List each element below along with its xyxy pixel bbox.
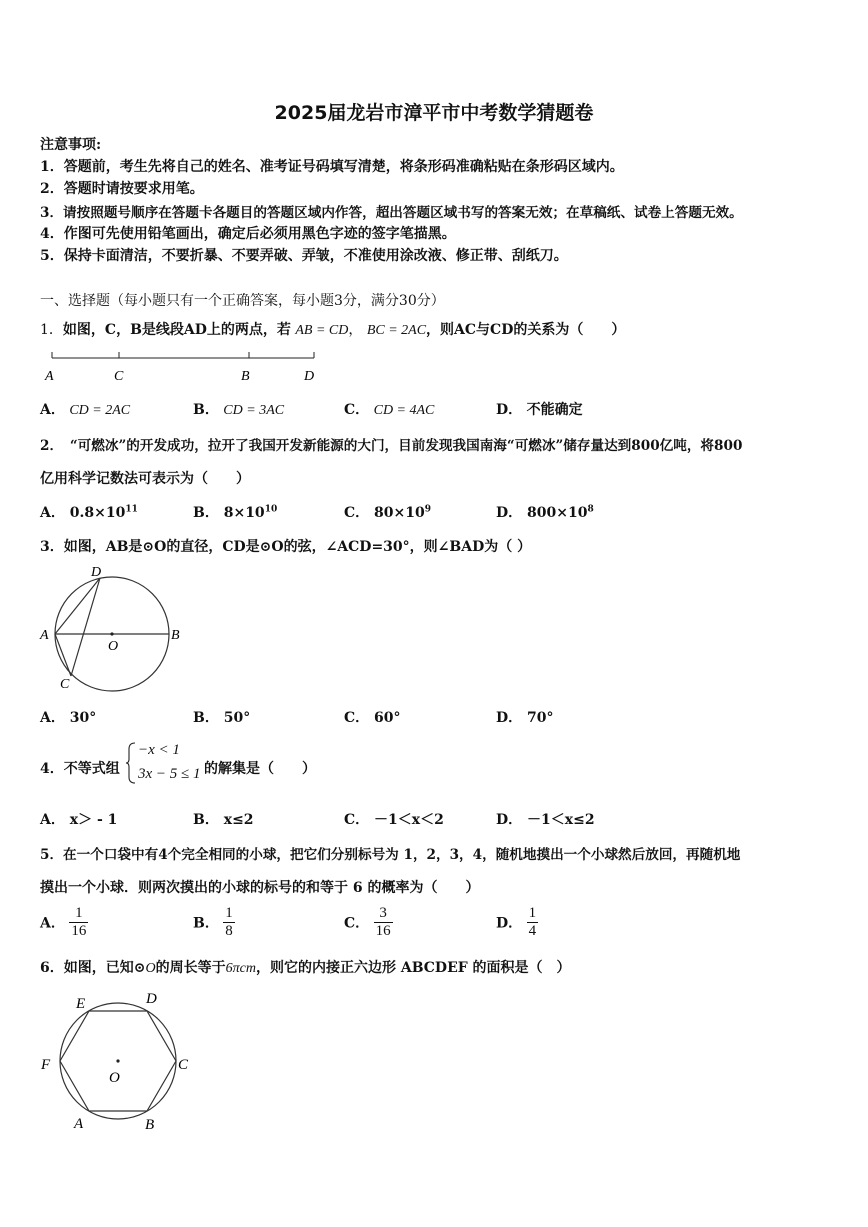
question-3-stem: 3．如图，AB是⊙O的直径，CD是⊙O的弦，∠ACD=30°，则∠BAD为（ ） xyxy=(40,539,532,555)
point-label: B xyxy=(145,1117,155,1133)
option-d[interactable]: D． 70° xyxy=(496,710,554,726)
option-b[interactable]: B． $8\times 10^{10}$ xyxy=(193,504,278,521)
option-d[interactable]: D． $800\times 10^8$ xyxy=(496,504,594,521)
option-a[interactable]: A． x＞ - 1 xyxy=(40,812,118,828)
point-label: A xyxy=(74,1116,84,1132)
point-label: A xyxy=(40,628,49,643)
option-d[interactable]: D． 不能确定 xyxy=(496,402,583,418)
notice-item: 1．答题前，考生先将自己的姓名、准考证号码填写清楚，将条形码准确粘贴在条形码区域内。 xyxy=(40,159,624,175)
option-a[interactable]: A． 30° xyxy=(40,710,97,726)
option-c[interactable]: C． CD = 4AC xyxy=(344,402,435,418)
option-c[interactable]: C． 60° xyxy=(344,710,401,726)
point-label: E xyxy=(76,996,86,1012)
option-d[interactable]: D． －1＜x≤2 xyxy=(496,812,595,828)
option-b[interactable]: B． CD = 3AC xyxy=(193,402,285,418)
line-segment-figure xyxy=(44,348,334,388)
option-a[interactable]: A． $\frac{1}{16}$ xyxy=(40,905,87,939)
question-5-line1: 5．在一个口袋中有4个完全相同的小球，把它们分别标号为 1，2，3，4，随机地摸出一个小球然后放回，再随机地 xyxy=(40,847,741,863)
question-4-stem-a: 4．不等式组 xyxy=(40,761,120,777)
option-c[interactable]: C． $\frac{3}{16}$ xyxy=(344,905,391,939)
question-2-line1: 2． “可燃冰”的开发成功，拉开了我国开发新能源的大门，目前发现我国南海“可燃冰”储存量达到800亿吨，将800 xyxy=(40,438,743,454)
inequality-1: −x < 1 xyxy=(138,742,180,758)
question-6-stem: 6．如图，已知⊙O的周长等于6πcm，则它的内接正六边形 ABCDEF 的面积是（ ） xyxy=(40,960,571,976)
point-label: D xyxy=(146,991,157,1007)
point-label: O xyxy=(108,639,119,654)
question-1-stem: 1．如图，C，B是线段AD上的两点，若 AB = CD， BC = 2AC，则AC与CD的关系为（ ） xyxy=(40,322,626,338)
point-label: C xyxy=(114,369,124,384)
question-5-line2: 摸出一个小球．则两次摸出的小球的标号的和等于 6 的概率为（ ） xyxy=(40,880,480,896)
option-d[interactable]: D． $\frac{1}{4}$ xyxy=(496,905,537,939)
page-title: 2025届龙岩市漳平市中考数学猜题卷 xyxy=(274,102,594,124)
system-brace xyxy=(125,741,137,785)
point-label: C xyxy=(60,677,70,692)
hexagon-diagram xyxy=(38,988,198,1133)
option-b[interactable]: B． x≤2 xyxy=(193,812,254,828)
notice-item: 5．保持卡面清洁，不要折暴、不要弄破、弄皱，不准使用涂改液、修正带、刮纸刀。 xyxy=(40,248,568,264)
point-label: B xyxy=(171,628,180,643)
option-a[interactable]: A． $0.8\times 10^{11}$ xyxy=(40,504,138,521)
notice-item: 3．请按照题号顺序在答题卡各题目的答题区域内作答，超出答题区域书写的答案无效；在草稿纸、试卷上答题无效。 xyxy=(40,205,743,221)
point-label: B xyxy=(241,369,250,384)
option-b[interactable]: B． 50° xyxy=(193,710,251,726)
point-label: D xyxy=(91,565,102,580)
point-label: O xyxy=(109,1070,120,1086)
option-c[interactable]: C． －1＜x＜2 xyxy=(344,812,444,828)
point-label: F xyxy=(41,1057,51,1073)
point-label: A xyxy=(45,369,54,384)
question-2-line2: 亿用科学记数法可表示为（ ） xyxy=(40,471,250,487)
notice-item: 4．作图可先使用铅笔画出，确定后必须用黑色字迹的签字笔描黑。 xyxy=(40,226,456,242)
option-c[interactable]: C． $80\times 10^9$ xyxy=(344,504,431,521)
circle-diagram xyxy=(38,560,188,695)
point-label: D xyxy=(304,369,315,384)
notice-item: 2．答题时请按要求用笔。 xyxy=(40,181,204,197)
inequality-2: 3x − 5 ≤ 1 xyxy=(138,766,201,782)
option-b[interactable]: B． $\frac{1}{8}$ xyxy=(193,905,233,939)
option-a[interactable]: A． CD = 2AC xyxy=(40,402,131,418)
question-4-stem-b: 的解集是（ ） xyxy=(204,761,316,777)
notice-heading: 注意事项: xyxy=(40,137,102,153)
point-label: C xyxy=(178,1057,189,1073)
section-heading: 一、选择题（每小题只有一个正确答案，每小题3分，满分30分） xyxy=(40,293,445,309)
